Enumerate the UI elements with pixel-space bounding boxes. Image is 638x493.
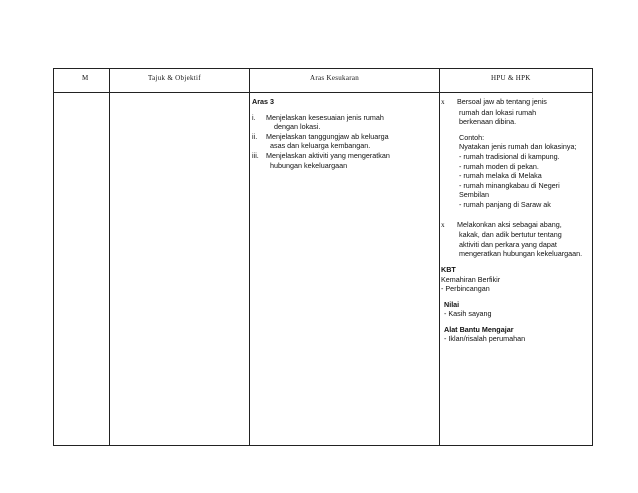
aras-item-text: Menjelaskan tanggungjaw ab keluarga xyxy=(266,131,389,141)
nilai-line: - Kasih sayang xyxy=(444,309,492,319)
hpu-bullet1-text: Bersoal jaw ab tentang jenis xyxy=(457,97,547,106)
column-divider-1 xyxy=(109,69,110,445)
contoh-line: - rumah tradisional di kampung. xyxy=(459,151,560,161)
column-divider-3 xyxy=(439,69,440,445)
hpu-bullet2-text: kakak, dan adik bertutur tentang xyxy=(459,230,562,240)
hpu-bullet2-text: aktiviti dan perkara yang dapat xyxy=(459,239,557,249)
alat-bantu-title: Alat Bantu Mengajar xyxy=(444,324,514,334)
hpu-bullet1-text: rumah dan lokasi rumah xyxy=(459,107,537,117)
bullet-marker: x xyxy=(441,98,445,106)
lesson-plan-table xyxy=(53,68,593,446)
aras-item-text: dengan lokasi. xyxy=(274,122,321,132)
kbt-line: Kemahiran Berfikir xyxy=(441,274,501,284)
bullet-marker: x xyxy=(441,220,445,229)
aras-item-number: iii. xyxy=(252,150,259,160)
aras-title: Aras 3 xyxy=(252,97,274,106)
contoh-line: - rumah melaka di Melaka xyxy=(459,171,542,181)
alat-bantu-line: - Iklan/risalah perumahan xyxy=(444,334,526,344)
kbt-line: - Perbincangan xyxy=(441,284,490,294)
aras-item-text: asas dan keluarga kembangan. xyxy=(270,141,371,151)
aras-item-text: Menjelaskan kesesuaian jenis rumah xyxy=(266,112,384,122)
hpu-cell xyxy=(441,97,582,344)
header-tajuk-objektif: Tajuk & Objektif xyxy=(148,74,201,82)
header-hpu-hpk: HPU & HPK xyxy=(491,74,531,82)
contoh-line: - rumah minangkabau di Negeri xyxy=(459,180,560,190)
column-divider-2 xyxy=(249,69,250,445)
aras-item-number: ii. xyxy=(252,131,258,141)
contoh-line: Nyatakan jenis rumah dan lokasinya; xyxy=(459,142,577,152)
aras-cell xyxy=(252,97,390,170)
header-aras-kesukaran: Aras Kesukaran xyxy=(310,74,360,82)
contoh-line: - rumah panjang di Saraw ak xyxy=(459,199,551,209)
aras-item-number: i. xyxy=(252,112,256,122)
hpu-bullet1-text: berkenaan dibina. xyxy=(459,117,517,127)
aras-item-text: Menjelaskan aktiviti yang mengeratkan xyxy=(266,150,390,160)
contoh-label: Contoh: xyxy=(459,132,485,142)
contoh-line: Sembilan xyxy=(459,190,489,200)
kbt-title: KBT xyxy=(441,264,456,274)
hpu-bullet2-text: mengeratkan hubungan kekeluargaan. xyxy=(459,249,583,259)
header-divider xyxy=(54,92,592,93)
hpu-bullet2-text: Melakonkan aksi sebagai abang, xyxy=(457,219,562,229)
aras-item-text: hubungan kekeluargaan xyxy=(270,160,348,170)
nilai-title: Nilai xyxy=(444,299,460,309)
contoh-line: - rumah moden di pekan. xyxy=(459,161,539,171)
header-m: M xyxy=(82,74,89,82)
